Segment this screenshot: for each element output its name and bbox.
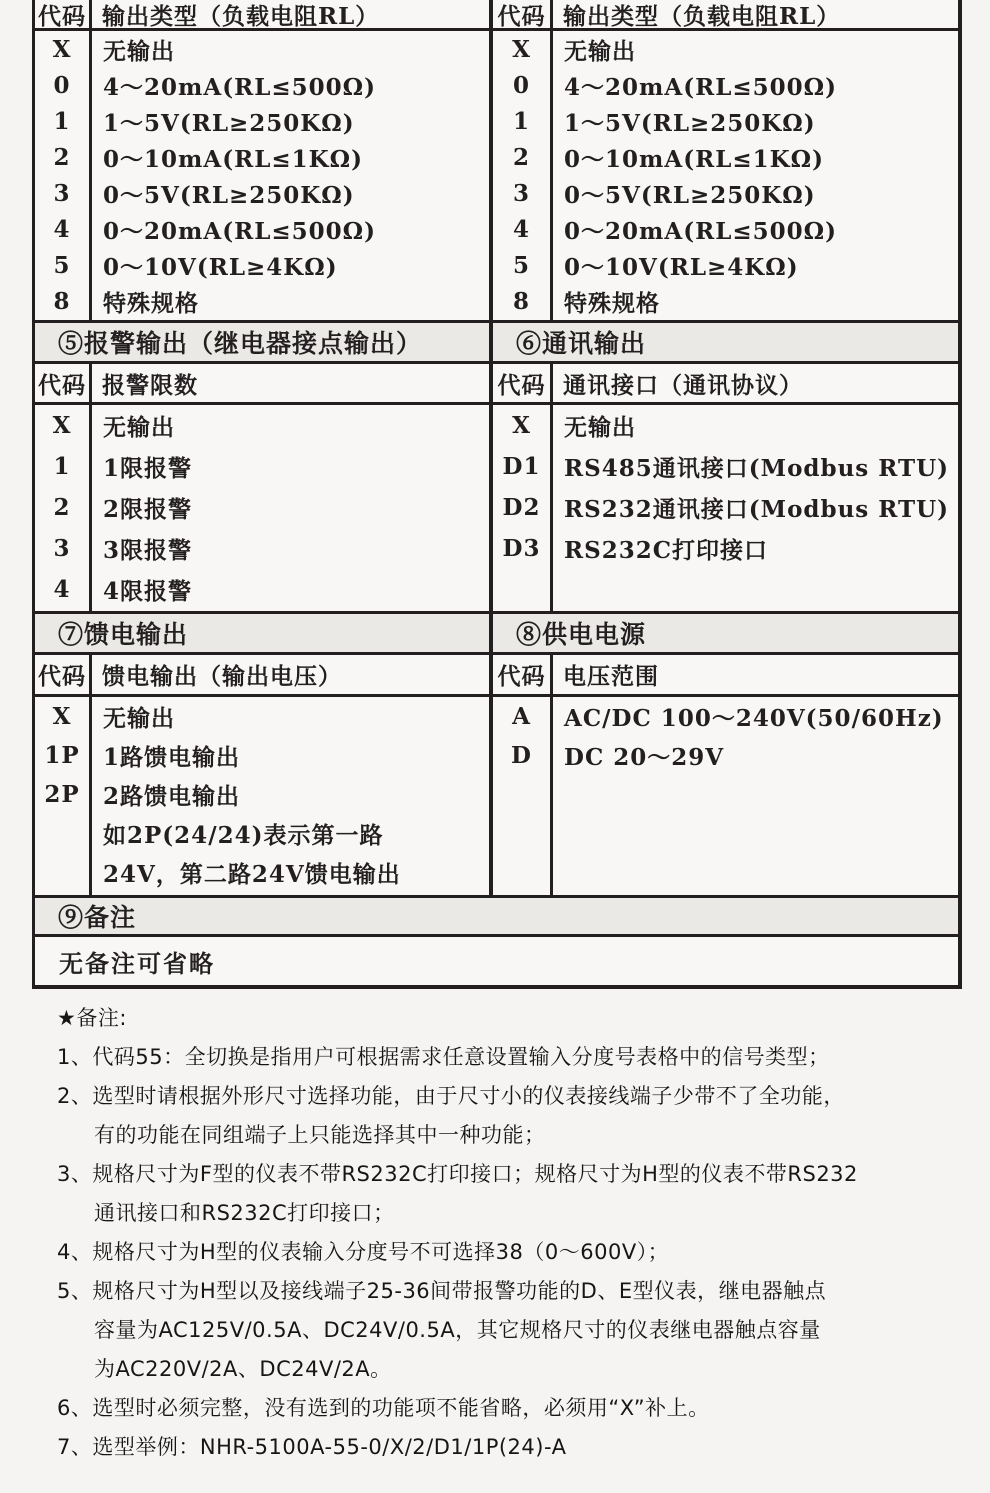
code-cell: A [512, 703, 531, 730]
label-cell: 无输出 [103, 37, 175, 65]
alarm-limit-table [35, 364, 493, 611]
note-item-2: 2、选型时请根据外形尺寸选择功能，由于尺寸小的仪表接线端子少带不了全功能， [57, 1084, 845, 1108]
note-item-3-cont: 通讯接口和RS232C打印接口； [94, 1201, 395, 1225]
label-cell: 特殊规格 [103, 289, 199, 317]
label-column [553, 697, 958, 895]
code-cell: 1P [44, 742, 80, 769]
code-cell: 5 [512, 251, 530, 279]
label-cell: 0～5V(RL≥250KΩ) [564, 181, 816, 209]
code-cell: 3 [512, 179, 530, 207]
note-item-1: 1、代码55：全切换是指用户可根据需求任意设置输入分度号表格中的信号类型； [57, 1045, 830, 1069]
section9-band-remark: ⑨备注 [35, 895, 958, 937]
note-item-7-example: 7、选型举例：NHR-5100A-55-0/X/2/D1/1P(24)-A [57, 1435, 567, 1459]
column-header-code: 代码 [35, 0, 92, 31]
label-cell: 1～5V(RL≥250KΩ) [103, 109, 355, 137]
output-type-table-right [493, 0, 958, 320]
selection-code-table [32, 0, 962, 989]
code-cell: D [511, 742, 532, 769]
label-cell: 如2P(24/24)表示第一路 [103, 822, 384, 849]
remark-omit-row: 无备注可省略 [59, 948, 215, 978]
label-cell: 3限报警 [103, 537, 193, 564]
section7-band-feed-output: ⑦馈电输出 [35, 611, 493, 655]
label-cell: 无输出 [103, 414, 175, 441]
label-cell: AC/DC 100～240V(50/60Hz) [564, 705, 944, 732]
label-cell: 1路馈电输出 [103, 744, 241, 771]
output-type-table-left [35, 0, 493, 320]
code-cell [35, 814, 89, 853]
code-column [35, 31, 92, 320]
code-cell: 4 [512, 215, 530, 243]
column-header-code: 代码 [493, 0, 553, 31]
column-header-comm-interface: 通讯接口（通讯协议） [553, 364, 958, 405]
label-column [92, 405, 489, 611]
label-cell: 2路馈电输出 [103, 783, 241, 810]
note-item-5-cont: 容量为AC125V/0.5A、DC24V/0.5A，其它规格尺寸的仪表继电器触点容量 [94, 1318, 821, 1342]
label-cell: 24V，第二路24V馈电输出 [103, 861, 401, 888]
code-cell: D3 [502, 535, 541, 562]
code-cell [35, 853, 89, 892]
label-cell: 1限报警 [103, 455, 193, 482]
column-header-alarm-limits: 报警限数 [92, 364, 489, 405]
code-cell: 4 [53, 215, 71, 243]
code-cell: 0 [512, 71, 530, 99]
label-column [553, 31, 958, 320]
note-item-5: 5、规格尺寸为H型以及接线端子25-36间带报警功能的D、E型仪表，继电器触点 [57, 1279, 827, 1303]
code-column [493, 31, 553, 320]
section6-band-communication-output: ⑥通讯输出 [493, 320, 958, 364]
code-cell: 3 [53, 535, 71, 562]
label-column [92, 697, 489, 895]
code-cell: 8 [512, 287, 530, 315]
code-cell: 5 [53, 251, 71, 279]
code-cell: 1 [53, 107, 71, 135]
label-column [92, 31, 489, 320]
note-item-4: 4、规格尺寸为H型的仪表输入分度号不可选择38（0～600V）； [57, 1240, 670, 1264]
label-cell: 无输出 [103, 705, 175, 732]
note-item-6: 6、选型时必须完整，没有选到的功能项不能省略，必须用“X”补上。 [57, 1396, 710, 1420]
column-header-feed-voltage: 馈电输出（输出电压） [92, 655, 489, 697]
code-cell: 3 [53, 179, 71, 207]
label-cell: 0～10mA(RL≤1KΩ) [564, 145, 824, 173]
label-cell: 4～20mA(RL≤500Ω) [103, 73, 376, 101]
column-header-code: 代码 [493, 364, 553, 405]
code-cell: X [52, 703, 72, 730]
label-cell: 0～10V(RL≥4KΩ) [103, 253, 338, 281]
note-item-3: 3、规格尺寸为F型的仪表不带RS232C打印接口；规格尺寸为H型的仪表不带RS232 [57, 1162, 858, 1186]
column-header-output-type: 输出类型（负载电阻RL） [553, 0, 958, 31]
code-cell: D2 [502, 494, 541, 521]
code-cell: 0 [53, 71, 71, 99]
code-cell: 1 [53, 453, 71, 480]
note-item-2-cont: 有的功能在同组端子上只能选择其中一种功能； [94, 1123, 546, 1147]
label-cell: 4～20mA(RL≤500Ω) [564, 73, 837, 101]
code-cell: 4 [53, 576, 71, 603]
feed-output-table [35, 655, 493, 895]
label-column [553, 405, 958, 611]
code-cell: X [52, 35, 72, 63]
code-column [493, 405, 553, 611]
code-cell: 8 [53, 287, 71, 315]
label-cell: RS232C打印接口 [564, 537, 769, 564]
code-cell: 2 [53, 143, 71, 171]
label-cell: DC 20～29V [564, 744, 725, 771]
label-cell: 0～10mA(RL≤1KΩ) [103, 145, 363, 173]
code-cell: 2P [44, 781, 80, 808]
code-column [35, 405, 92, 611]
column-header-code: 代码 [35, 655, 92, 697]
code-column [35, 697, 92, 895]
power-supply-table [493, 655, 958, 895]
code-cell: X [52, 412, 72, 439]
label-cell: 无输出 [564, 37, 636, 65]
code-cell: D1 [502, 453, 541, 480]
code-cell: 1 [512, 107, 530, 135]
section5-band-alarm-output: ⑤报警输出（继电器接点输出） [35, 320, 493, 364]
label-cell: 0～20mA(RL≤500Ω) [103, 217, 376, 245]
label-cell: 无输出 [564, 414, 636, 441]
code-cell: 2 [53, 494, 71, 521]
column-header-code: 代码 [493, 655, 553, 697]
label-cell: RS232通讯接口(Modbus RTU) [564, 496, 950, 523]
code-column [493, 697, 553, 895]
column-header-voltage-range: 电压范围 [553, 655, 958, 697]
remark-notes [57, 999, 962, 1467]
label-cell: 1～5V(RL≥250KΩ) [564, 109, 816, 137]
label-cell: 4限报警 [103, 578, 193, 605]
label-cell: 0～5V(RL≥250KΩ) [103, 181, 355, 209]
label-cell: 特殊规格 [564, 289, 660, 317]
label-cell: 2限报警 [103, 496, 193, 523]
label-cell: 0～10V(RL≥4KΩ) [564, 253, 799, 281]
section8-band-power-supply: ⑧供电电源 [493, 611, 958, 655]
label-cell: RS485通讯接口(Modbus RTU) [564, 455, 950, 482]
code-cell: X [512, 35, 531, 63]
label-cell: 0～20mA(RL≤500Ω) [564, 217, 837, 245]
code-cell: X [512, 412, 531, 439]
communication-interface-table [493, 364, 958, 611]
notes-title: ★备注: [57, 1006, 127, 1030]
note-item-5-cont2: 为AC220V/2A、DC24V/2A。 [94, 1357, 392, 1381]
column-header-output-type: 输出类型（负载电阻RL） [92, 0, 489, 31]
code-cell: 2 [512, 143, 530, 171]
column-header-code: 代码 [35, 364, 92, 405]
